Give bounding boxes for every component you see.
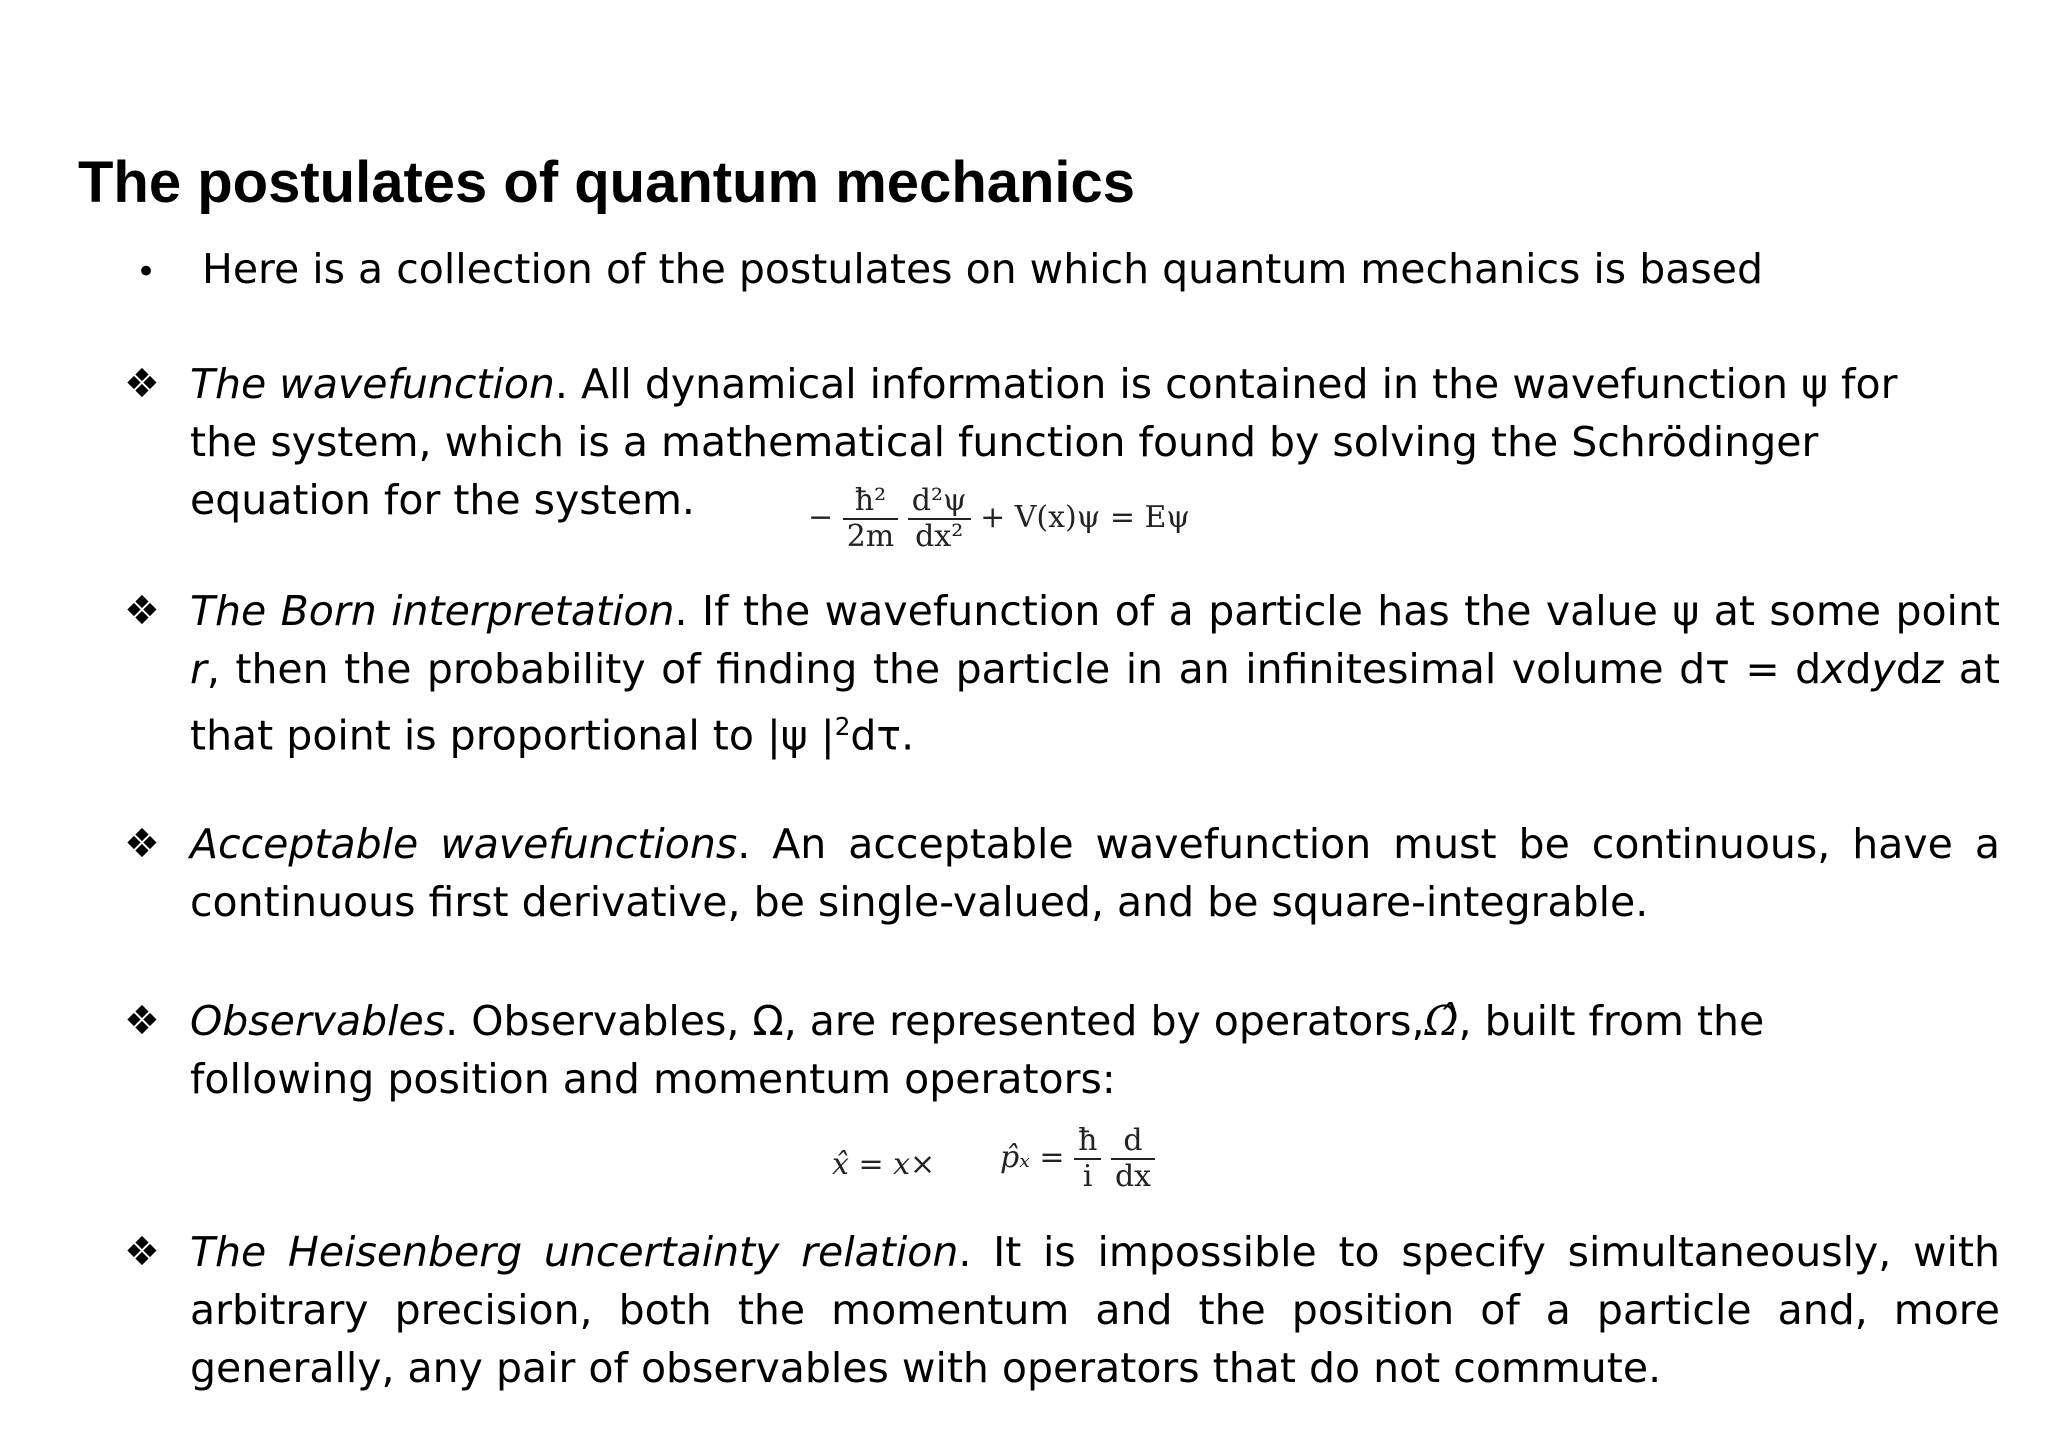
postulate-body: . An acceptable wavefunction must be continuous, have a continuous first derivative, be single-valued, and be square-integrable. bbox=[190, 820, 2001, 926]
postulate-body: , built from the following position and momentum operators: bbox=[190, 997, 1765, 1103]
postulate-born-interpretation bbox=[124, 582, 2000, 765]
equation-fraction bbox=[1111, 1124, 1155, 1194]
postulate-text bbox=[190, 582, 2000, 765]
postulate-body-sup: 2 bbox=[834, 712, 851, 741]
postulate-body-var: r bbox=[190, 645, 207, 693]
postulate-body-var: z bbox=[1921, 645, 1944, 693]
position-operator bbox=[832, 1124, 935, 1206]
four-diamond-star-icon: ❖ bbox=[124, 821, 160, 867]
postulate-name: Acceptable wavefunctions bbox=[190, 820, 738, 868]
equation-rest: + V(x)ψ = Eψ bbox=[980, 500, 1190, 535]
equation-fraction bbox=[908, 484, 971, 554]
postulate-body-var: y bbox=[1871, 645, 1896, 693]
postulate-body-var: x bbox=[1821, 645, 1846, 693]
postulate-body: . If the wavefunction of a particle has the value ψ at some point bbox=[674, 587, 2001, 635]
fraction-numerator: ħ² bbox=[843, 484, 899, 520]
fraction-numerator: d bbox=[1111, 1124, 1155, 1160]
postulate-body: dτ. bbox=[850, 711, 915, 760]
postulate-acceptable-wavefunctions bbox=[124, 815, 2000, 931]
operator-symbol: Ω̂ bbox=[1424, 997, 1459, 1045]
postulate-heisenberg bbox=[124, 1223, 2000, 1397]
fraction-denominator: dx² bbox=[915, 519, 964, 554]
postulate-body: , then the probability of finding the particle in an infinitesimal volume dτ = d bbox=[206, 645, 1822, 693]
momentum-operator bbox=[1000, 1124, 1155, 1194]
four-diamond-star-icon: ❖ bbox=[124, 588, 160, 634]
equation-fraction bbox=[843, 484, 899, 554]
fraction-numerator: d²ψ bbox=[908, 484, 971, 520]
postulate-name: The wavefunction bbox=[190, 360, 555, 408]
page-title: The postulates of quantum mechanics bbox=[78, 150, 1136, 215]
postulate-body: . Observables, Ω, are represented by operators, bbox=[445, 997, 1425, 1045]
fraction-numerator: ħ bbox=[1074, 1124, 1101, 1160]
postulate-body: d bbox=[1845, 645, 1872, 693]
postulate-observables bbox=[124, 992, 1954, 1108]
postulate-body: . It is impossible to specify simultaneously, with arbitrary precision, both the momentum and the position of a particle and, more generally, any pair of observables with operators that do not commute. bbox=[190, 1228, 2000, 1392]
schrodinger-equation bbox=[808, 484, 1190, 554]
intro-line bbox=[136, 240, 1763, 301]
postulate-name: The Born interpretation bbox=[190, 587, 675, 635]
fraction-denominator: i bbox=[1082, 1159, 1093, 1194]
round-bullet-icon: • bbox=[136, 252, 157, 292]
fraction-denominator: dx bbox=[1114, 1159, 1152, 1194]
equation-fraction bbox=[1074, 1124, 1101, 1194]
position-operator-text: x̂ = x× bbox=[832, 1147, 936, 1182]
postulate-body: d bbox=[1895, 645, 1922, 693]
four-diamond-star-icon: ❖ bbox=[124, 361, 160, 407]
four-diamond-star-icon: ❖ bbox=[124, 998, 160, 1044]
fraction-denominator: 2m bbox=[846, 519, 895, 554]
postulate-body: . All dynamical information is contained in the wavefunction ψ for the system, which is a mathematical function found by solving the Schrödinger equation for the system. bbox=[190, 360, 1898, 524]
intro-text: Here is a collection of the postulates on which quantum mechanics is based bbox=[202, 245, 1763, 293]
postulate-text bbox=[190, 992, 1954, 1108]
postulate-name: Observables bbox=[190, 997, 446, 1045]
postulate-name: The Heisenberg uncertainty relation bbox=[190, 1228, 959, 1276]
postulate-body: at that point is proportional to |ψ | bbox=[190, 645, 2000, 760]
equation-minus: − bbox=[808, 500, 834, 535]
postulate-text bbox=[190, 815, 2000, 931]
postulate-text bbox=[190, 1223, 2000, 1397]
momentum-lhs: p̂ₓ = bbox=[1000, 1140, 1075, 1175]
four-diamond-star-icon: ❖ bbox=[124, 1229, 160, 1275]
